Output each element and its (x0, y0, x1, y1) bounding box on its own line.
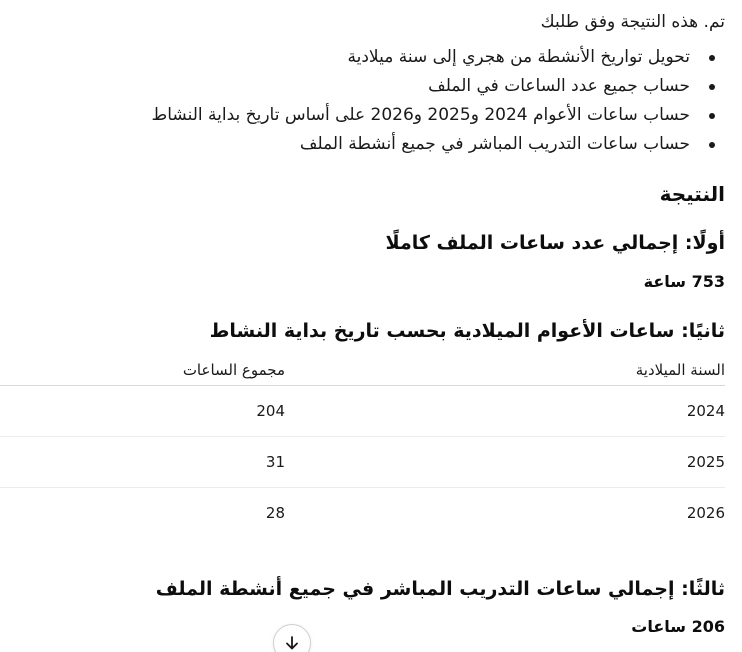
list-item: حساب ساعات التدريب المباشر في جميع أنشطة الملف (152, 130, 690, 159)
arrow-down-icon (283, 634, 301, 652)
column-header-hours: مجموع الساعات (0, 355, 285, 386)
table-header-row (0, 355, 725, 386)
table-row (0, 386, 725, 437)
table-row (0, 488, 725, 539)
total-hours-value: 753 ساعة (643, 272, 725, 291)
section-1-heading: أولًا: إجمالي عدد ساعات الملف كاملًا (385, 232, 725, 254)
summary-list (152, 43, 725, 159)
year-cell: 2026 (686, 504, 725, 522)
direct-training-hours-value: 206 ساعات (631, 617, 725, 636)
list-item: حساب جميع عدد الساعات في الملف (152, 72, 690, 101)
result-heading: النتيجة (659, 182, 725, 206)
section-2-heading: ثانيًا: ساعات الأعوام الميلادية بحسب تاريخ بداية النشاط (209, 320, 725, 342)
hours-cell: 204 (0, 386, 285, 437)
year-cell: 2025 (285, 437, 725, 488)
table-row (0, 437, 725, 488)
hours-table-container (0, 355, 725, 538)
section-3-heading: ثالثًا: إجمالي ساعات التدريب المباشر في جميع أنشطة الملف (155, 578, 725, 600)
intro-text: تم. هذه النتيجة وفق طلبك (540, 12, 725, 32)
column-header-year: السنة الميلادية (285, 355, 725, 386)
hours-cell: 31 (0, 437, 285, 488)
year-cell: 2024 (285, 386, 725, 437)
hours-cell: 28 (265, 504, 285, 522)
hours-table (0, 355, 725, 538)
list-item: تحويل تواريخ الأنشطة من هجري إلى سنة ميلادية (152, 43, 690, 72)
list-item: حساب ساعات الأعوام 2024 و2025 و2026 على أساس تاريخ بداية النشاط (152, 101, 690, 130)
